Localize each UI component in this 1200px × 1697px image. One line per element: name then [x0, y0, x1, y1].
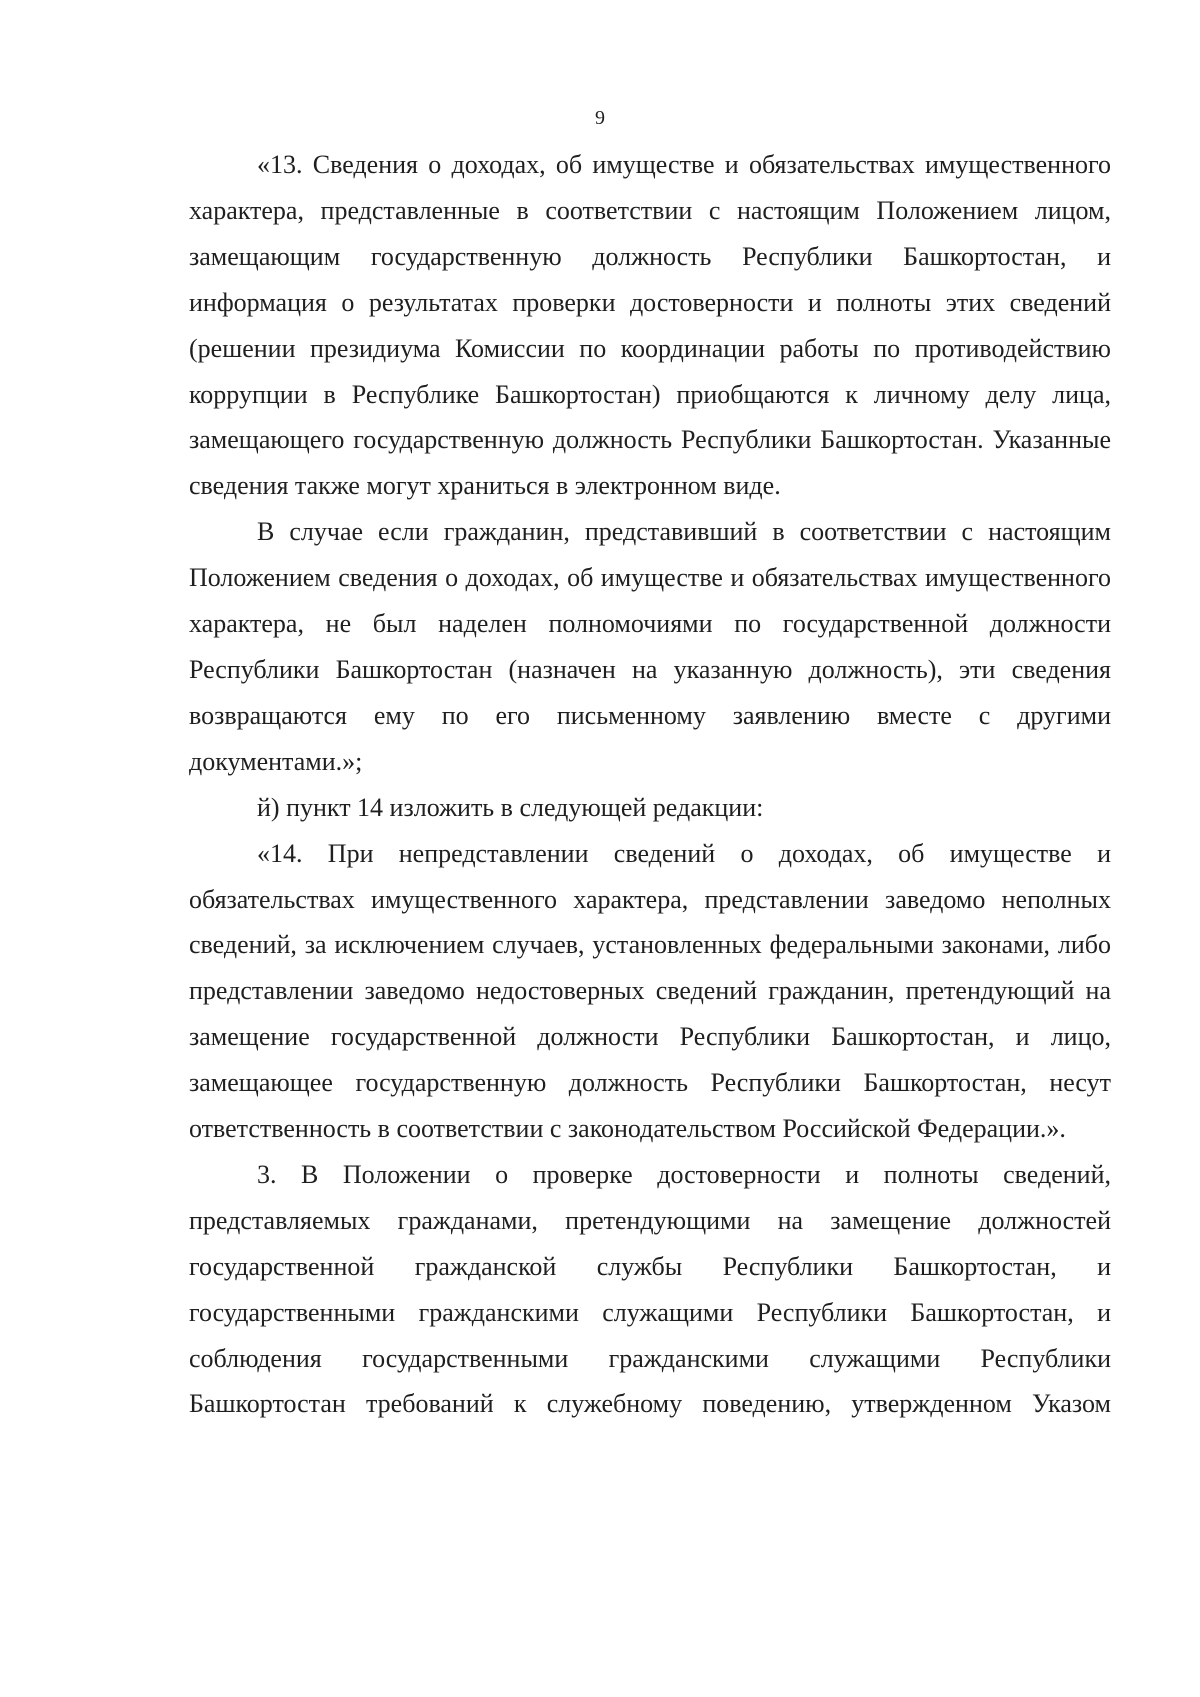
paragraph-item-14-intro: й) пункт 14 изложить в следующей редакции:	[257, 792, 764, 822]
paragraph-returned-info: В случае если гражданин, представивший в соответствии с настоящим Положением сведения о доходах, об имуществе и обязательствах имущественного характера, не был наделен полномочиями по государственной должности Республики Башкортостан (назначен на указанную должность), эти сведения возвращаются ему по его письменному заявлению вместе с другими документами.»;	[189, 517, 1111, 776]
paragraph-item-13: «13. Сведения о доходах, об имуществе и обязательствах имущественного характера, представленные в соответствии с настоящим Положением лицом, замещающим государственную должность Республики Башкортостан, и информация о результатах проверки достоверности и полноты этих сведений (решении президиума Комиссии по координации работы по противодействию коррупции в Республике Башкортостан) приобщаются к личному делу лица, замещающего государственную должность Республики Башкортостан. Указанные сведения также могут храниться в электронном виде.	[189, 150, 1111, 501]
paragraph-section-3: 3. В Положении о проверке достоверности и полноты сведений, представляемых гражданами, претендующими на замещение должностей государственной гражданской службы Республики Башкортостан, и государственными гражданскими служащими Республики Башкортостан, и соблюдения государственными гражданскими служащими Республики Башкортостан требований к служебному поведению, утвержденном Указом	[189, 1159, 1111, 1419]
document-body	[189, 142, 1111, 1427]
paragraph-item-14: «14. При непредставлении сведений о доходах, об имуществе и обязательствах имущественного характера, представлении заведомо неполных сведений, за исключением случаев, установленных федеральными законами, либо представлении заведомо недостоверных сведений гражданин, претендующий на замещение государственной должности Республики Башкортостан, и лицо, замещающее государственную должность Республики Башкортостан, несут ответственность в соответствии с законодательством Российской Федерации.».	[189, 838, 1111, 1144]
page-number: 9	[595, 107, 605, 129]
